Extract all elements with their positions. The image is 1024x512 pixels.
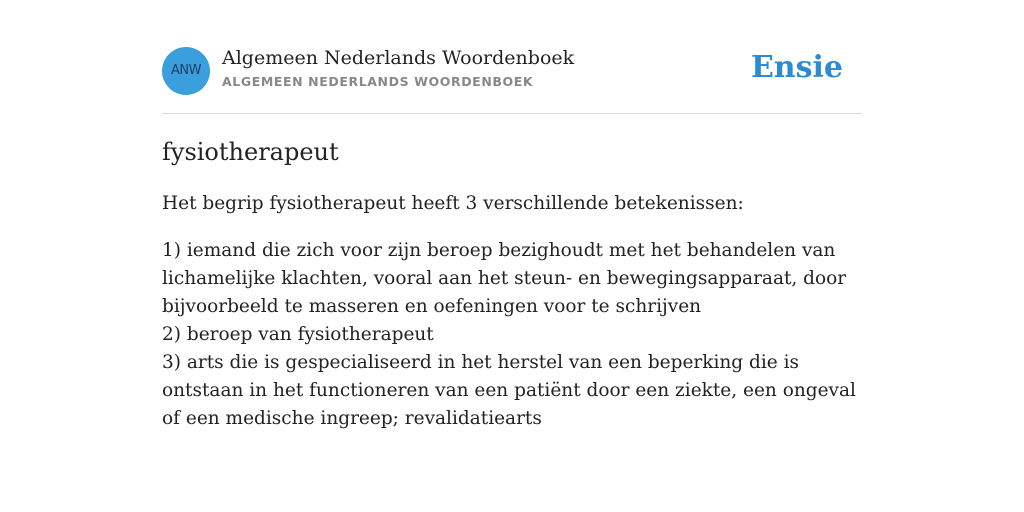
definition-list <box>162 237 862 433</box>
site-title[interactable]: Algemeen Nederlands Woordenboek <box>222 47 575 69</box>
definition-item-3: 3) arts die is gespecialiseerd in het herstel van een beperking die is ontstaan in het functioneren van een patiënt door een ziekte, een ongeval of een medische ingreep; revalidatiearts <box>162 352 856 429</box>
intro-text: Het begrip fysiotherapeut heeft 3 verschillende betekenissen: <box>162 193 744 214</box>
anw-logo[interactable]: ANW <box>162 47 210 95</box>
definition-item-1: 1) iemand die zich voor zijn beroep bezighoudt met het behandelen van lichamelijke klachten, vooral aan het steun- en bewegingsapparaat, door bijvoorbeeld te masseren en oefeningen voor te schrijven <box>162 240 847 317</box>
ensie-brand-logo[interactable]: Ensie <box>750 50 843 85</box>
site-subtitle: ALGEMEEN NEDERLANDS WOORDENBOEK <box>222 74 534 89</box>
definition-item-2: 2) beroep van fysiotherapeut <box>162 324 434 345</box>
content-container <box>162 0 862 429</box>
page-title: fysiotherapeut <box>162 138 339 166</box>
header <box>162 0 862 114</box>
